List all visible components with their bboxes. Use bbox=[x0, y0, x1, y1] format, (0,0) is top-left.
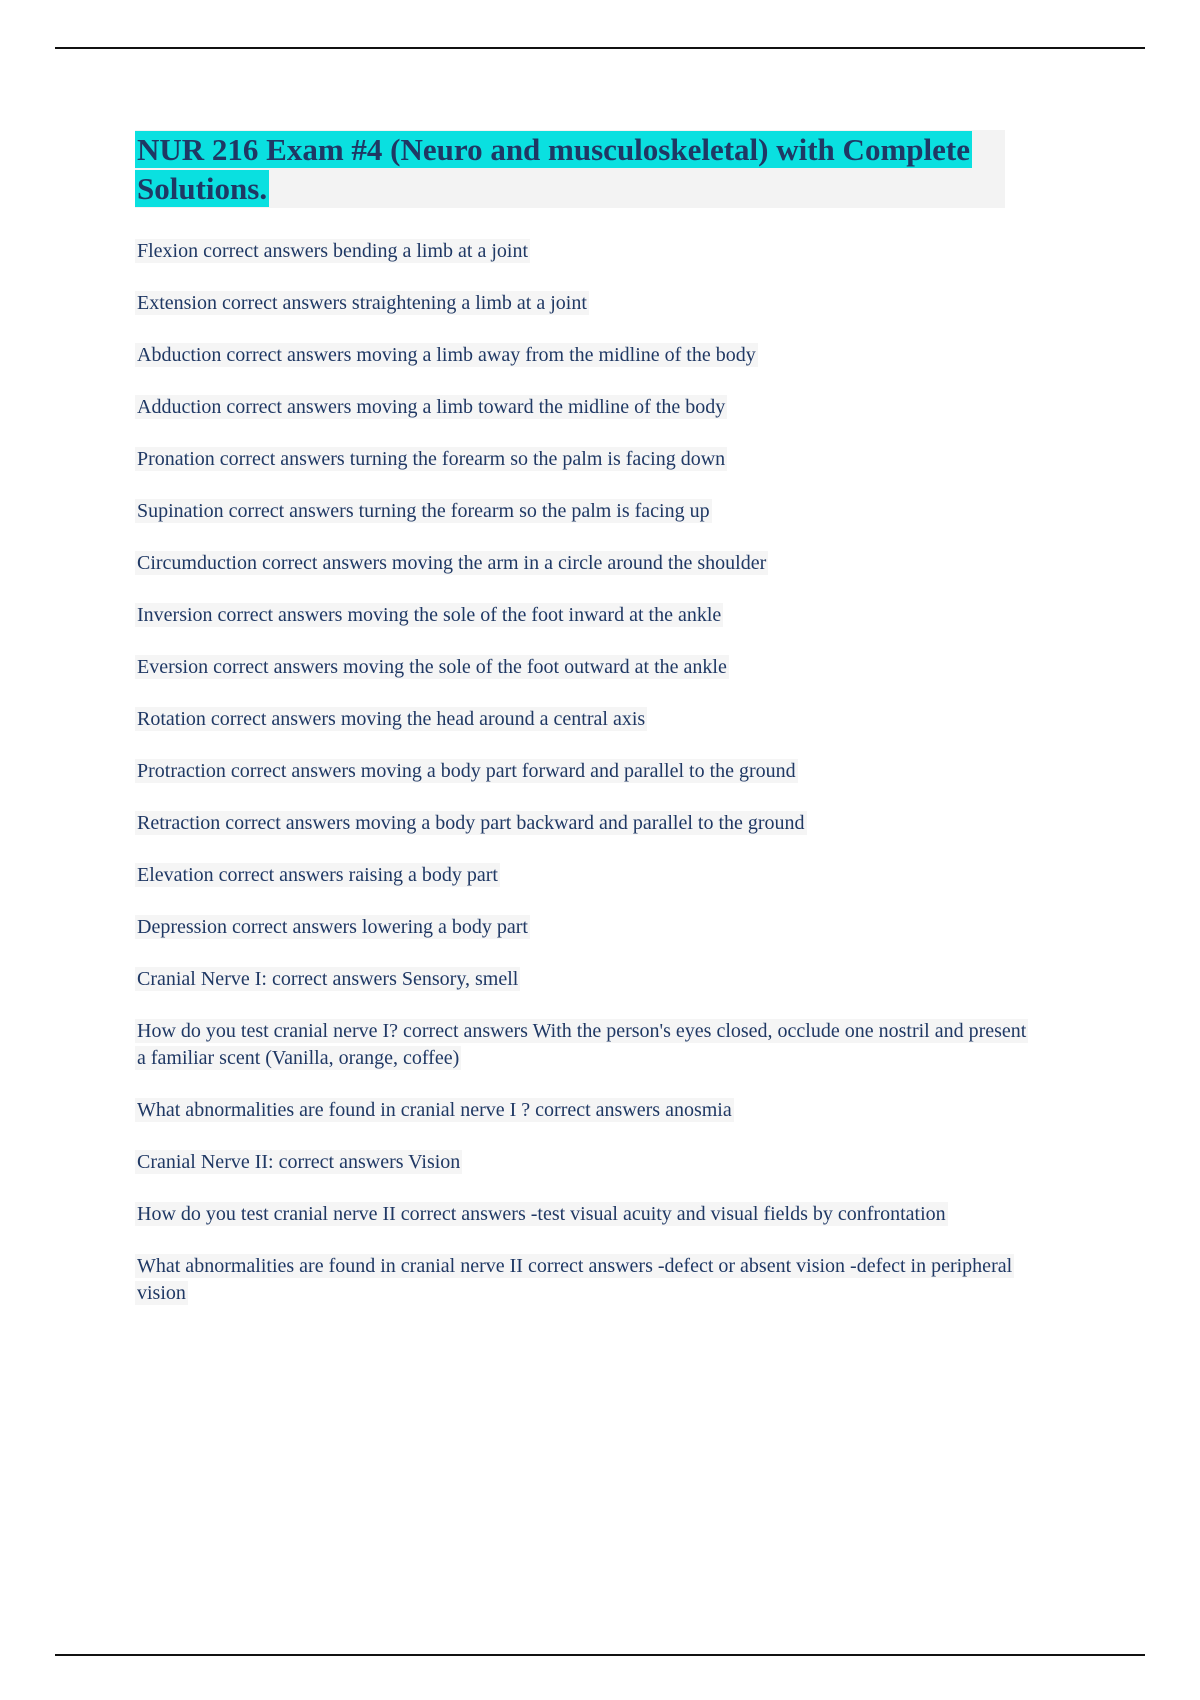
qa-paragraph: Eversion correct answers moving the sole of the foot outward at the ankle bbox=[137, 656, 727, 678]
bottom-rule bbox=[55, 1654, 1145, 1656]
qa-paragraph: How do you test cranial nerve II correct answers -test visual acuity and visual fields by confrontation bbox=[137, 1203, 946, 1225]
qa-paragraph: Inversion correct answers moving the sole of the foot inward at the ankle bbox=[137, 604, 722, 626]
qa-paragraph: Flexion correct answers bending a limb at a joint bbox=[137, 240, 529, 262]
qa-paragraph: What abnormalities are found in cranial nerve I ? correct answers anosmia bbox=[137, 1099, 732, 1121]
page-title bbox=[135, 130, 1005, 208]
qa-paragraph: Protraction correct answers moving a body part forward and parallel to the ground bbox=[137, 760, 796, 782]
qa-paragraph: Extension correct answers straightening a limb at a joint bbox=[137, 292, 587, 314]
qa-paragraph: Abduction correct answers moving a limb away from the midline of the body bbox=[137, 344, 756, 366]
qa-paragraph: Circumduction correct answers moving the arm in a circle around the shoulder bbox=[137, 552, 767, 574]
qa-paragraph: Cranial Nerve II: correct answers Vision bbox=[137, 1151, 461, 1173]
document-content bbox=[135, 130, 1065, 1332]
qa-paragraph: Elevation correct answers raising a body part bbox=[137, 864, 498, 886]
qa-paragraph: Adduction correct answers moving a limb toward the midline of the body bbox=[137, 396, 726, 418]
title-highlight: NUR 216 Exam #4 (Neuro and musculoskeletal) with Complete Solutions. bbox=[137, 132, 970, 206]
qa-paragraph: Supination correct answers turning the forearm so the palm is facing up bbox=[137, 500, 710, 522]
top-rule bbox=[55, 47, 1145, 49]
qa-paragraph: What abnormalities are found in cranial nerve II correct answers -defect or absent vision -defect in peripheral vision bbox=[137, 1255, 1013, 1304]
qa-paragraph: Rotation correct answers moving the head around a central axis bbox=[137, 708, 646, 730]
qa-paragraph: How do you test cranial nerve I? correct answers With the person's eyes closed, occlude one nostril and present a familiar scent (Vanilla, orange, coffee) bbox=[137, 1020, 1027, 1069]
qa-paragraph: Depression correct answers lowering a body part bbox=[137, 916, 528, 938]
qa-paragraph: Retraction correct answers moving a body part backward and parallel to the ground bbox=[137, 812, 805, 834]
qa-paragraph: Pronation correct answers turning the forearm so the palm is facing down bbox=[137, 448, 726, 470]
qa-paragraph: Cranial Nerve I: correct answers Sensory, smell bbox=[137, 968, 519, 990]
